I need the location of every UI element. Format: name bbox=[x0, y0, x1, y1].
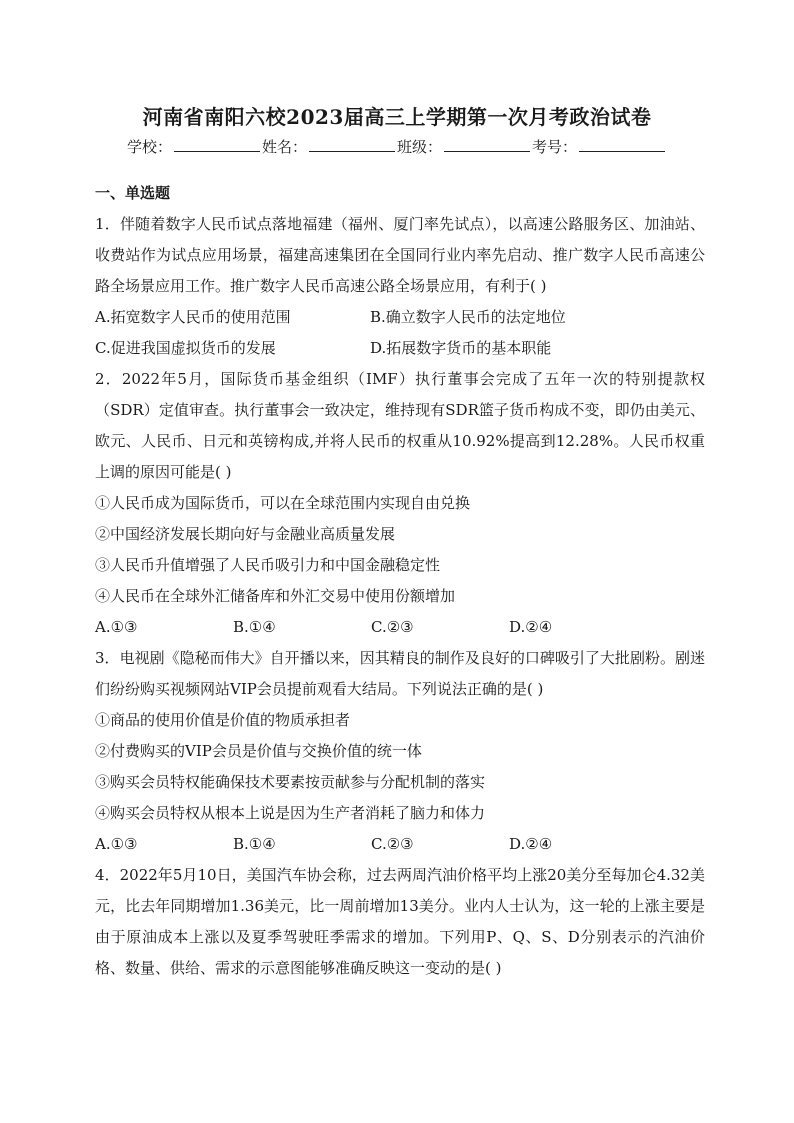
question-3-options bbox=[95, 829, 705, 860]
school-label: 学校： bbox=[126, 138, 172, 156]
question-1-options bbox=[95, 302, 705, 333]
question-3-option-d: D.②④ bbox=[509, 835, 553, 853]
exam-title: 河南省南阳六校2023届高三上学期第一次月考政治试卷 bbox=[142, 105, 652, 129]
question-1-option-a: A.拓宽数字人民币的使用范围 bbox=[95, 308, 291, 326]
question-3-option-c: C.②③ bbox=[371, 835, 414, 853]
exam-content bbox=[95, 178, 705, 984]
question-3-statement-3: ③购买会员特权能确保技术要素按贡献参与分配机制的落实 bbox=[95, 773, 486, 791]
question-2-option-b: B.①④ bbox=[233, 618, 276, 636]
question-1-option-b: B.确立数字人民币的法定地位 bbox=[370, 308, 566, 326]
question-1-options-2 bbox=[95, 333, 705, 364]
question-2-option-a: A.①③ bbox=[95, 618, 138, 636]
question-3-option-b: B.①④ bbox=[233, 835, 276, 853]
question-3-text: 3．电视剧《隐秘而伟大》自开播以来，因其精良的制作及良好的口碑吸引了大批剧粉。剧迷们纷纷购买视频网站VIP会员提前观看大结局。下列说法正确的是( ) bbox=[95, 649, 705, 698]
school-blank bbox=[174, 137, 260, 152]
question-2-option-d: D.②④ bbox=[509, 618, 553, 636]
question-2-option-c: C.②③ bbox=[371, 618, 414, 636]
section-title: 一、单选题 bbox=[95, 184, 171, 202]
question-3-statement-1: ①商品的使用价值是价值的物质承担者 bbox=[95, 711, 351, 729]
class-label: 班级： bbox=[397, 138, 443, 156]
question-4-text: 4．2022年5月10日，美国汽车协会称，过去两周汽油价格平均上涨20美分至每加仑4.32美元，比去年同期增加1.36美元，比一周前增加13美分。业内人士认为，这一轮的上涨主要是由于原油成本上涨以及夏季驾驶旺季需求的增加。下列用P、Q、S、D分别表示的汽油价格、数量、供给、需求的示意图能够准确反映这一变动的是( ) bbox=[95, 866, 705, 977]
exam-no-label: 考号： bbox=[532, 138, 578, 156]
question-2-text: 2．2022年5月，国际货币基金组织（IMF）执行董事会完成了五年一次的特别提款权（SDR）定值审查。执行董事会一致决定，维持现有SDR篮子货币构成不变，即仍由美元、欧元、人民币、日元和英镑构成,并将人民币的权重从10.92%提高到12.28%。人民币权重上调的原因可能是( ) bbox=[95, 370, 705, 481]
class-blank bbox=[444, 137, 530, 152]
name-blank bbox=[309, 137, 395, 152]
name-label: 姓名： bbox=[261, 138, 307, 156]
question-2-statement-2: ②中国经济发展长期向好与金融业高质量发展 bbox=[95, 525, 396, 543]
question-3-statement-2: ②付费购买的VIP会员是价值与交换价值的统一体 bbox=[95, 742, 422, 760]
question-1-option-c: C.促进我国虚拟货币的发展 bbox=[95, 339, 276, 357]
question-1-text: 1．伴随着数字人民币试点落地福建（福州、厦门率先试点），以高速公路服务区、加油站、收费站作为试点应用场景，福建高速集团在全国同行业内率先启动、推广数字人民币高速公路全场景应用工作。推广数字人民币高速公路全场景应用，有利于( ) bbox=[95, 215, 705, 295]
question-2-statement-3: ③人民币升值增强了人民币吸引力和中国金融稳定性 bbox=[95, 556, 441, 574]
student-info-line bbox=[0, 136, 794, 157]
question-3-statement-4: ④购买会员特权从根本上说是因为生产者消耗了脑力和体力 bbox=[95, 804, 486, 822]
question-2-options bbox=[95, 612, 705, 643]
exam-no-blank bbox=[579, 137, 665, 152]
question-1-option-d: D.拓展数字货币的基本职能 bbox=[370, 339, 552, 357]
question-2-statement-1: ①人民币成为国际货币，可以在全球范围内实现自由兑换 bbox=[95, 494, 471, 512]
question-3-option-a: A.①③ bbox=[95, 835, 138, 853]
question-2-statement-4: ④人民币在全球外汇储备库和外汇交易中使用份额增加 bbox=[95, 587, 456, 605]
